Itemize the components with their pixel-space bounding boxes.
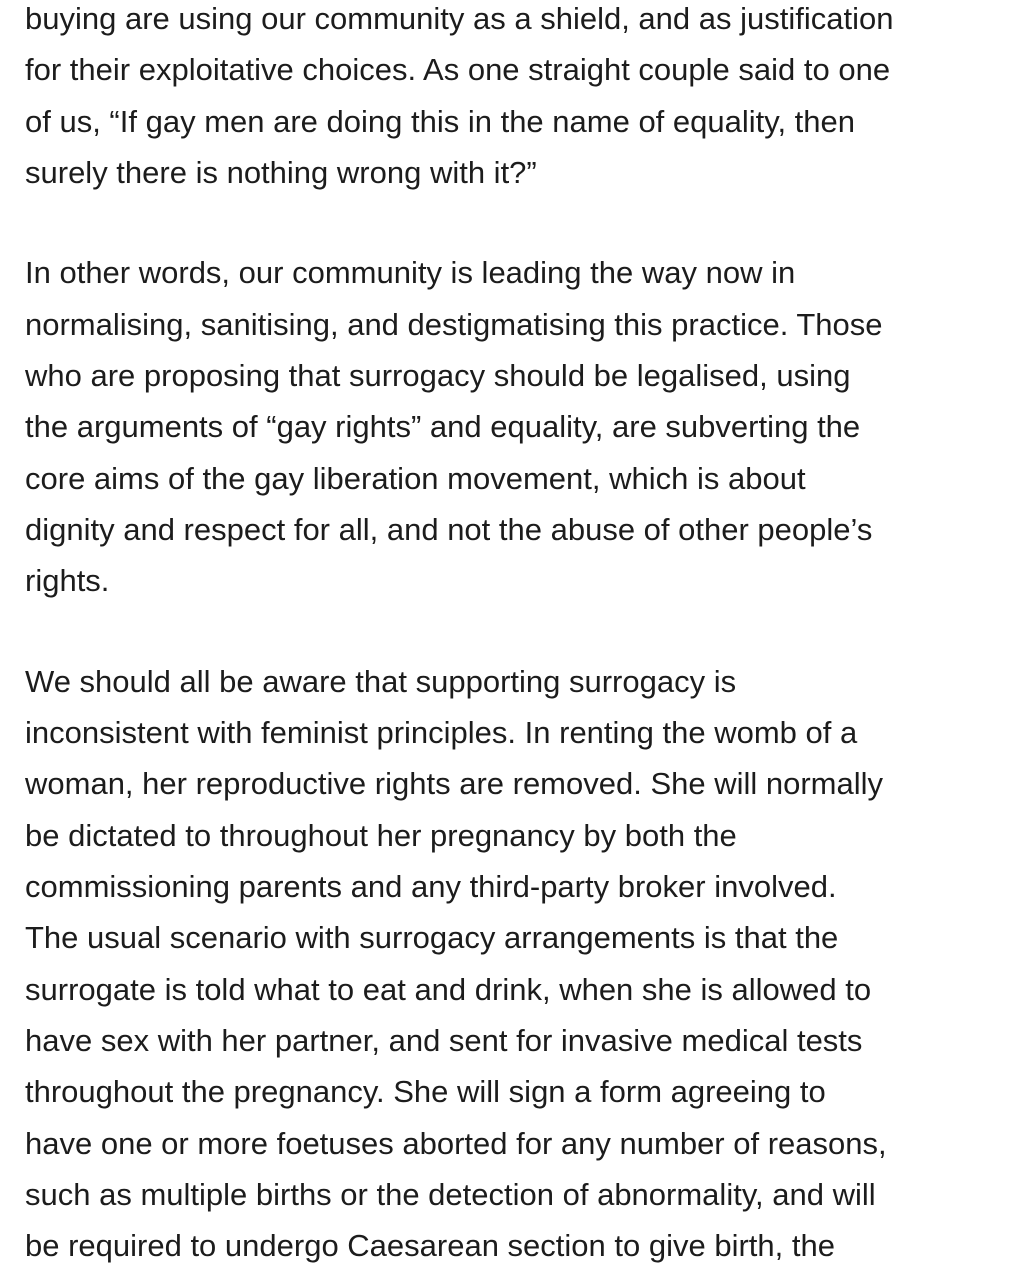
text-line: of us, “If gay men are doing this in the name of equality, then (25, 103, 856, 139)
text-line: buying are using our community as a shield, and as justification (25, 1, 894, 36)
text-line: dignity and respect for all, and not the abuse of other people’s (25, 511, 873, 547)
text-line: surrogate is told what to eat and drink, when she is allowed to (25, 971, 872, 1007)
text-line: who are proposing that surrogacy should be legalised, using (25, 358, 851, 394)
text-line: The usual scenario with surrogacy arrangements is that the (25, 920, 839, 956)
text-line: such as multiple births or the detection of abnormality, and will (25, 1176, 876, 1212)
text-line: be required to undergo Caesarean section to give birth, the (25, 1228, 835, 1264)
text-line: rights. (25, 563, 110, 599)
text-line: We should all be aware that supporting surrogacy is (25, 663, 737, 699)
text-line: for their exploitative choices. As one straight couple said to one (25, 52, 891, 88)
text-line: surely there is nothing wrong with it?” (25, 154, 537, 190)
article-body (25, 0, 995, 1271)
paragraph-spacer (25, 607, 995, 656)
text-line: normalising, sanitising, and destigmatising this practice. Those (25, 306, 883, 342)
text-line: throughout the pregnancy. She will sign a form agreeing to (25, 1074, 826, 1110)
text-line: be dictated to throughout her pregnancy by both the (25, 817, 737, 853)
paragraph-spacer (25, 198, 995, 247)
paragraph-2 (25, 247, 995, 606)
text-line: have sex with her partner, and sent for invasive medical tests (25, 1022, 863, 1058)
text-line: inconsistent with feminist principles. In renting the womb of a (25, 715, 858, 751)
text-line: In other words, our community is leading the way now in (25, 255, 796, 291)
paragraph-3 (25, 656, 995, 1272)
text-line: the arguments of “gay rights” and equality, are subverting the (25, 409, 861, 445)
text-line: commissioning parents and any third-party broker involved. (25, 869, 837, 905)
text-line: have one or more foetuses aborted for any number of reasons, (25, 1125, 887, 1161)
text-line: woman, her reproductive rights are removed. She will normally (25, 766, 884, 802)
text-line: core aims of the gay liberation movement, which is about (25, 460, 806, 496)
paragraph-1 (25, 0, 995, 198)
